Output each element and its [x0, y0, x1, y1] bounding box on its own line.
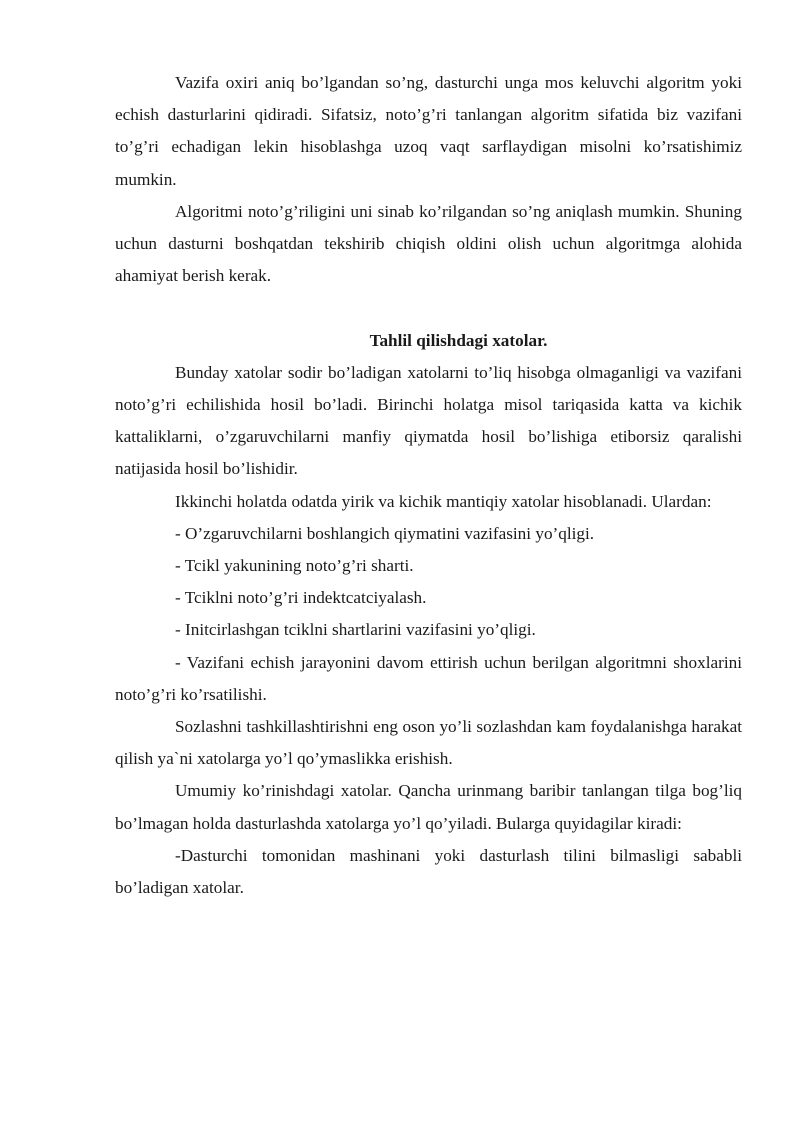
list-item-3: - Tciklni noto’g’ri indektcatciyalash.: [175, 588, 427, 608]
paragraph-7: -Dasturchi tomonidan mashinani yoki dasturlash tilini bilmasligi sababli bo’ladigan xatolar.: [115, 845, 742, 898]
paragraph-1: Vazifa oxiri aniq bo’lgandan so’ng, dasturchi unga mos keluvchi algoritm yoki echish dasturlarini qidiradi. Sifatsiz, noto’g’ri tanlangan algoritm sifatida biz vazifani to’g’ri echadigan lekin hisoblashga uzoq vaqt sarflaydigan misolni ko’rsatishimiz mumkin.: [115, 73, 742, 189]
document-page: [115, 67, 742, 904]
paragraph-5: Sozlashni tashkillashtirishni eng oson yo’li sozlashdan kam foydalanishga harakat qilish ya`ni xatolarga yo’l qo’ymaslikka erishish.: [115, 717, 742, 769]
list-item-5: - Vazifani echish jarayonini davom ettirish uchun berilgan algoritmni shoxlarini noto’g’ri ko’rsatilishi.: [115, 652, 742, 704]
paragraph-4: Ikkinchi holatda odatda yirik va kichik mantiqiy xatolar hisoblanadi. Ulardan:: [175, 491, 712, 511]
section-heading: Tahlil qilishdagi xatolar.: [369, 330, 548, 350]
list-item-1: - O’zgaruvchilarni boshlangich qiymatini vazifasini yo’qligi.: [175, 523, 595, 543]
paragraph-2: Algoritmi noto’g’riligini uni sinab ko’rilgandan so’ng aniqlash mumkin. Shuning uchun dasturni boshqatdan tekshirib chiqish oldini olish uchun algoritmga alohida ahamiyat berish kerak.: [115, 201, 742, 286]
list-item-4: - Initcirlashgan tciklni shartlarini vazifasini yo’qligi.: [175, 620, 536, 640]
blank-line: [115, 292, 742, 324]
list-item-2: - Tcikl yakunining noto’g’ri sharti.: [175, 556, 414, 576]
paragraph-6: Umumiy ko’rinishdagi xatolar. Qancha urinmang baribir tanlangan tilga bog’liq bo’lmagan holda dasturlashda xatolarga yo’l qo’yiladi. Bularga quyidagilar kiradi:: [115, 781, 742, 833]
paragraph-3: Bunday xatolar sodir bo’ladigan xatolarni to’liq hisobga olmaganligi va vazifani noto’g’ri echilishida hosil bo’ladi. Birinchi holatga misol tariqasida katta va kichik kattaliklarni, o’zgaruvchilarni manfiy qiymatda hosil bo’lishiga etiborsiz qaralishi natijasida hosil bo’lishidir.: [115, 362, 742, 479]
